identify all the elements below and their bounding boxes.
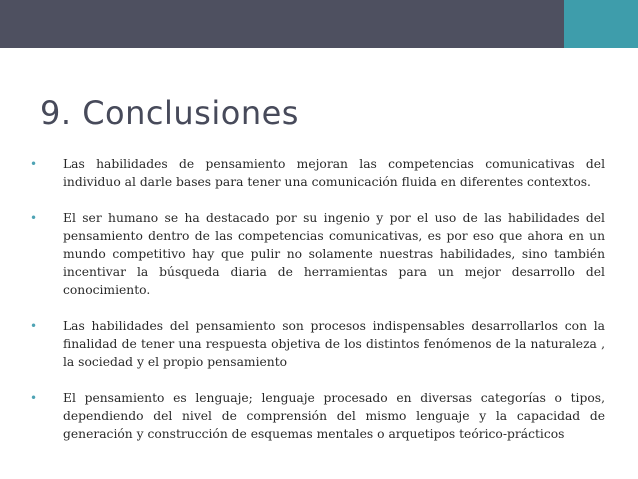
bullet-item <box>30 209 605 299</box>
bullet-marker: • <box>30 319 38 333</box>
bullet-text: El ser humano se ha destacado por su ingenio y por el uso de las habilidades del pensamiento dentro de las competencias comunicativas, es por eso que ahora en un mundo competitivo hay que pulir no solamente nuestras habilidades, sino también incentivar la búsqueda diaria de herramientas para un mejor desarrollo del conocimiento. <box>63 211 605 297</box>
bullet-marker: • <box>30 211 38 225</box>
bullet-list <box>30 155 605 461</box>
header-bar <box>0 0 638 48</box>
slide-title: 9. Conclusiones <box>40 94 299 132</box>
bullet-text: Las habilidades del pensamiento son procesos indispensables desarrollarlos con la finalidad de tener una respuesta objetiva de los distintos fenómenos de la naturaleza , la sociedad y el propio pensamiento <box>63 319 605 369</box>
bullet-item <box>30 155 605 191</box>
bullet-marker: • <box>30 391 38 405</box>
header-accent <box>564 0 638 48</box>
bullet-item <box>30 389 605 443</box>
bullet-item <box>30 317 605 371</box>
bullet-text: El pensamiento es lenguaje; lenguaje procesado en diversas categorías o tipos, dependiendo del nivel de comprensión del mismo lenguaje y la capacidad de generación y construcción de esquemas mentales o arquetipos teórico-prácticos <box>63 391 605 441</box>
bullet-text: Las habilidades de pensamiento mejoran las competencias comunicativas del individuo al darle bases para tener una comunicación fluida en diferentes contextos. <box>63 157 605 189</box>
bullet-marker: • <box>30 157 38 171</box>
